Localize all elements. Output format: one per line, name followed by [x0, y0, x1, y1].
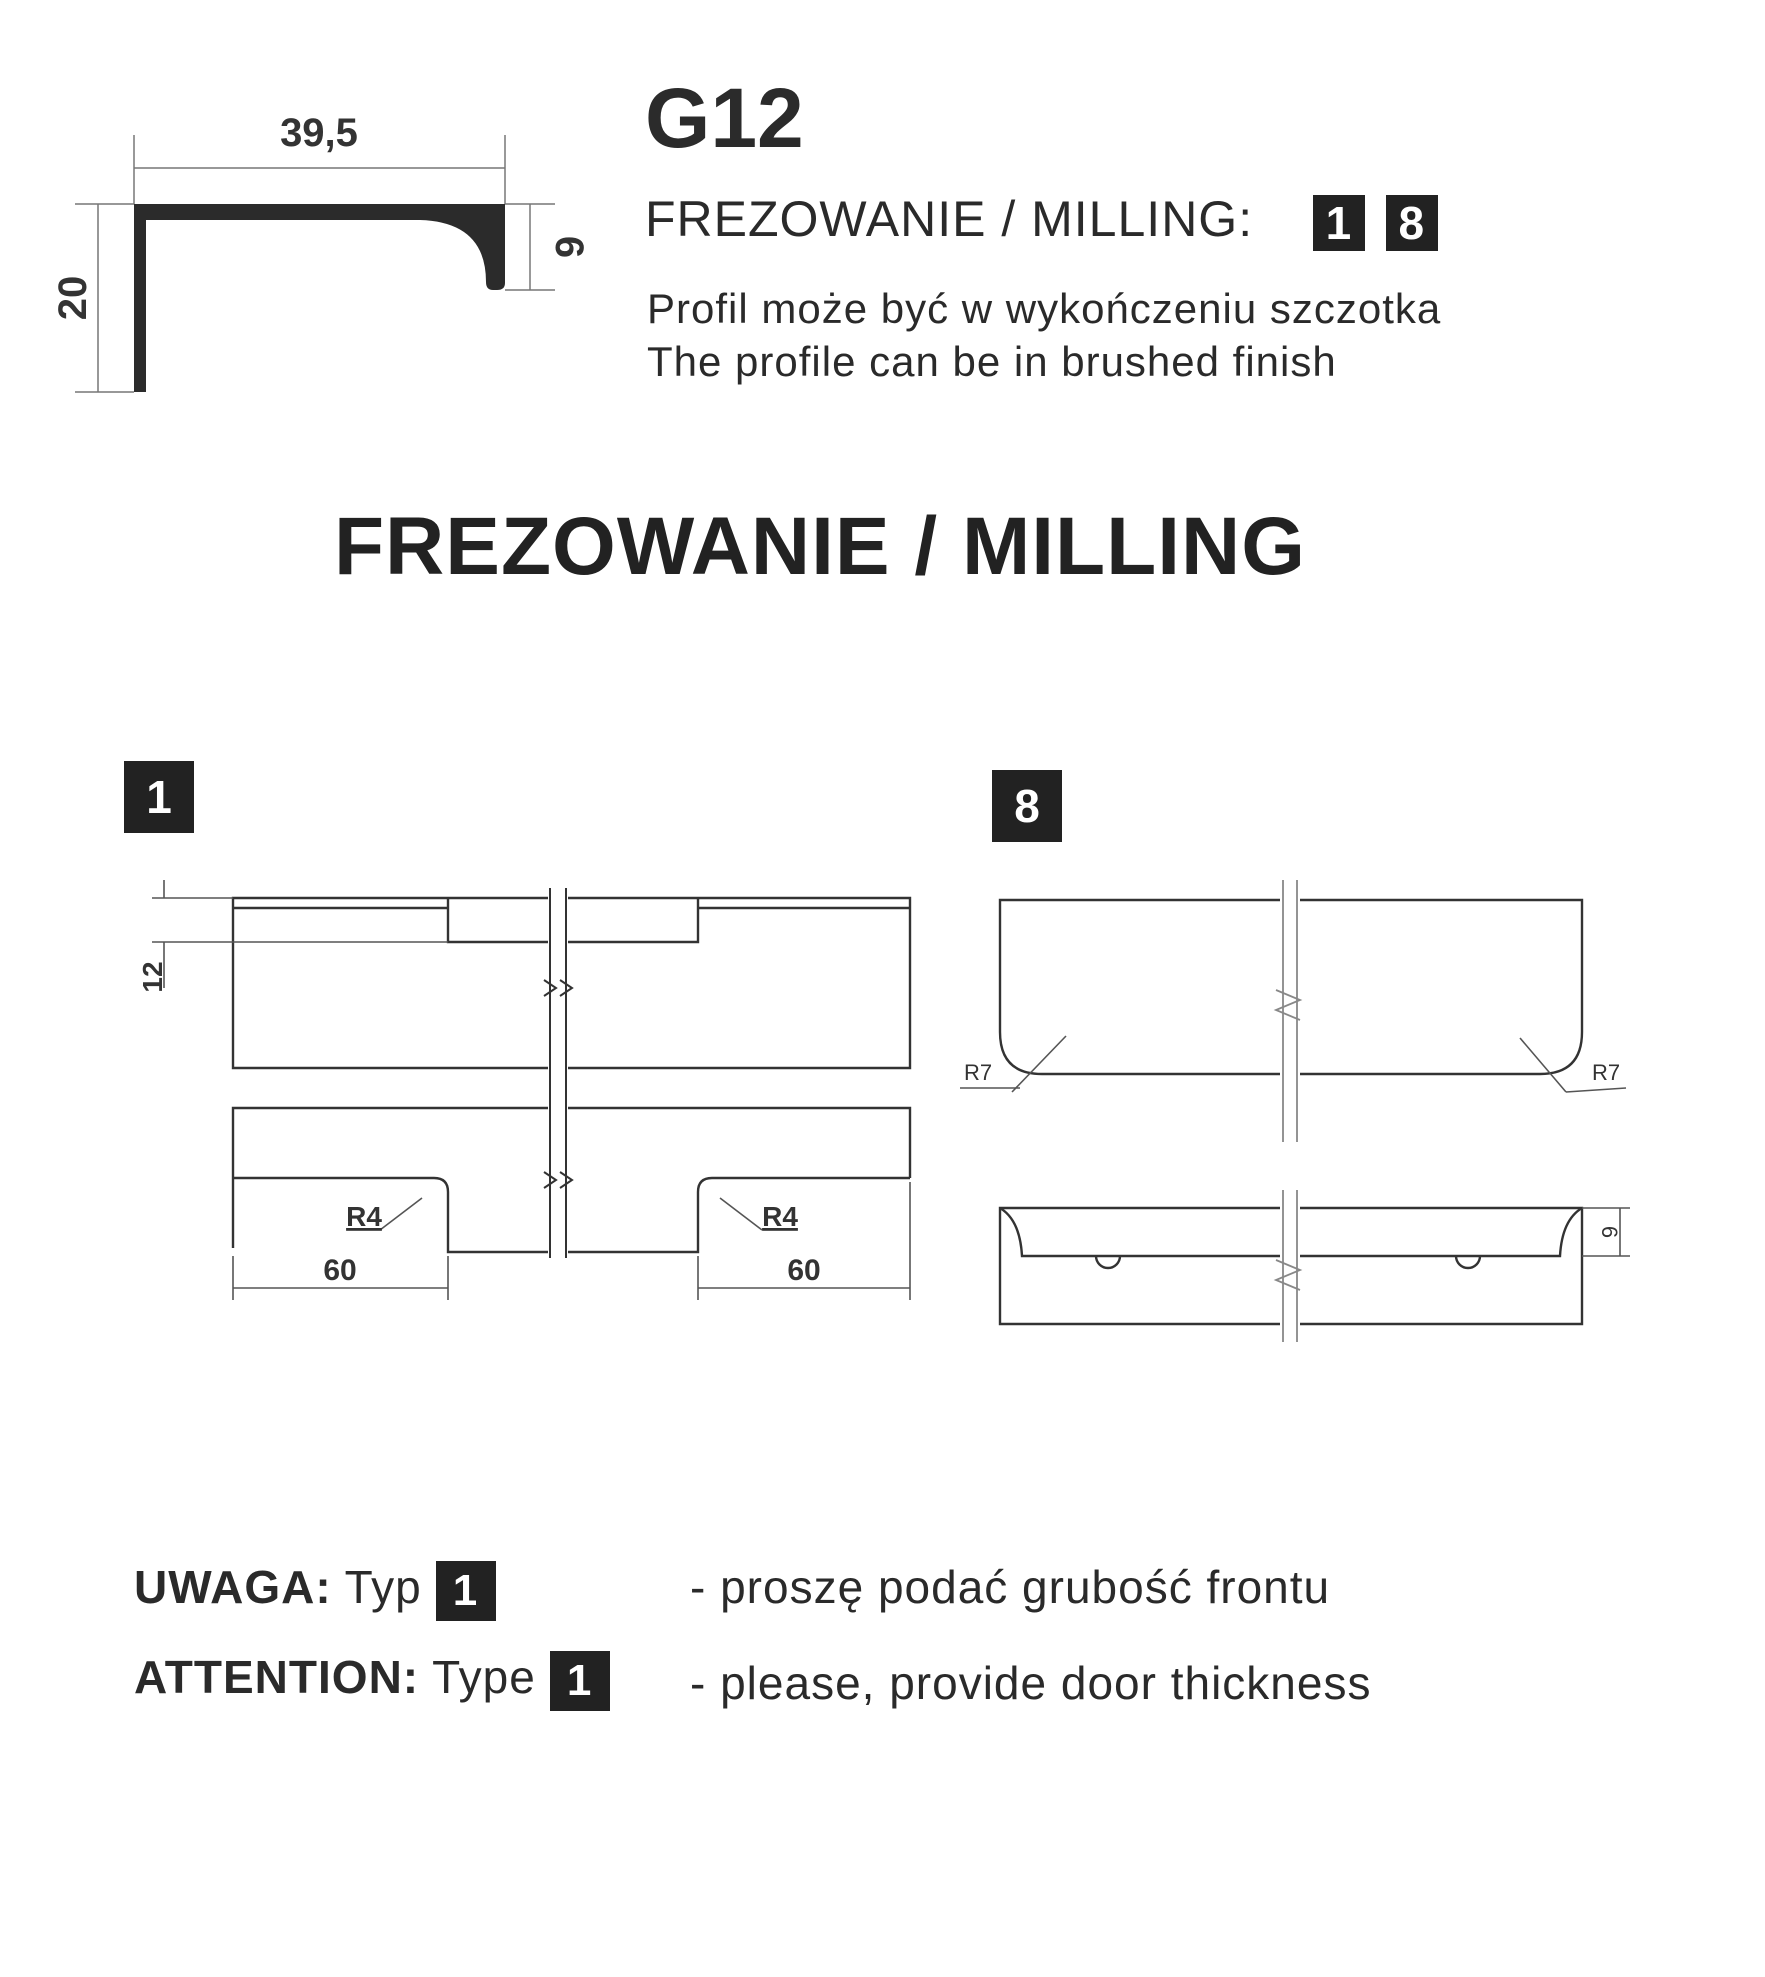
dimension-lines [75, 135, 555, 392]
note-english: The profile can be in brushed finish [647, 338, 1337, 385]
type8-radius-right: R7 [1592, 1060, 1621, 1085]
footer-polish-line [134, 1560, 496, 1621]
type8-dimension-lines [960, 1036, 1630, 1256]
type8-depth-label: 6 [1597, 1225, 1622, 1239]
type1-drawing [0, 860, 960, 1320]
footer-english-line [134, 1650, 610, 1711]
type1-depth-label: 12 [137, 961, 168, 993]
type1-width-right: 60 [787, 1254, 821, 1287]
type1-width-left: 60 [323, 1254, 357, 1287]
profile-shape [134, 204, 505, 392]
footer-en-label: ATTENTION: [134, 1651, 420, 1703]
type1-badge: 1 [124, 761, 194, 833]
type8-radius-left: R7 [964, 1060, 993, 1085]
milling-type-badge-8: 8 [1386, 195, 1438, 251]
section-title: FREZOWANIE / MILLING [333, 501, 1307, 592]
footer-en-badge: 1 [550, 1651, 610, 1711]
milling-type-badge-1: 1 [1313, 195, 1365, 251]
note-polish: Profil może być w wykończeniu szczotka [647, 285, 1442, 332]
milling-types-line [645, 190, 1438, 251]
footer-pl-label: UWAGA: [134, 1561, 332, 1613]
footer-pl-type: Typ [344, 1561, 422, 1613]
footer-en-text: - please, provide door thickness [690, 1657, 1372, 1709]
type1-break-lines [544, 888, 572, 1258]
type8-drawing [950, 860, 1670, 1360]
footer-en-type: Type [432, 1651, 536, 1703]
profile-cross-section [0, 0, 620, 420]
type8-badge: 8 [992, 770, 1062, 842]
dim-height-label: 20 [51, 275, 95, 321]
type1-front-view [233, 898, 910, 1252]
type1-radius-left: R4 [346, 1201, 382, 1232]
dim-lip-label: 6 [547, 235, 591, 259]
profile-code: G12 [645, 71, 804, 165]
footer-pl-text: - proszę podać grubość frontu [690, 1561, 1331, 1613]
milling-label: FREZOWANIE / MILLING: [645, 191, 1254, 247]
footer-pl-badge: 1 [436, 1561, 496, 1621]
type8-top-view [1000, 900, 1582, 1074]
type8-break-lines [1276, 880, 1300, 1342]
dim-width-label: 39,5 [280, 111, 358, 155]
type1-radius-right: R4 [762, 1201, 798, 1232]
